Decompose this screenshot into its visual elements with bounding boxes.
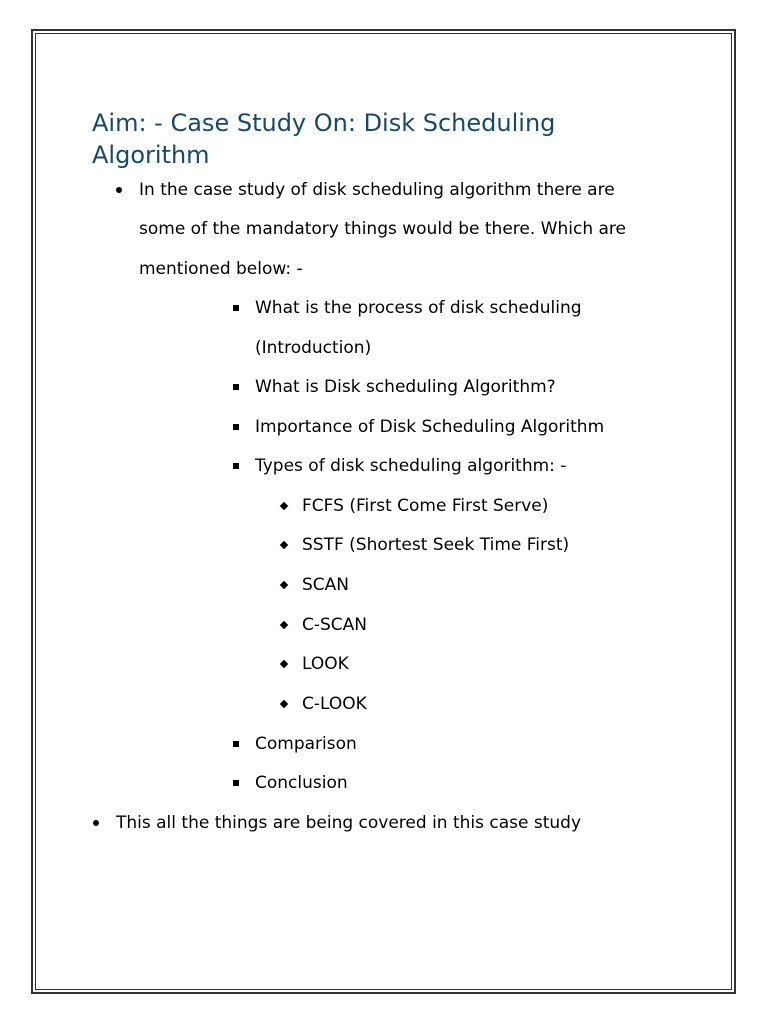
page-title: Aim: - Case Study On: Disk Scheduling Algorithm (92, 109, 556, 169)
intro-line: some of the mandatory things would be there. Which are (139, 219, 626, 239)
bullet-square-icon (233, 424, 239, 430)
algorithm-item-fcfs: FCFS (First Come First Serve) (302, 496, 549, 516)
algorithm-item-sstf: SSTF (Shortest Seek Time First) (302, 535, 570, 555)
intro-line: In the case study of disk scheduling algorithm there are (139, 180, 615, 200)
bullet-square-icon (233, 741, 239, 747)
topic-item-importance: Importance of Disk Scheduling Algorithm (255, 417, 605, 437)
bullet-dot-icon (116, 187, 122, 193)
topic-item-conclusion: Conclusion (255, 773, 348, 793)
closing-line: This all the things are being covered in this case study (116, 813, 582, 833)
algorithm-item-c-look: C-LOOK (302, 694, 367, 714)
topic-item-types: Types of disk scheduling algorithm: - (255, 456, 567, 476)
bullet-square-icon (233, 305, 239, 311)
algorithm-item-look: LOOK (302, 654, 349, 674)
algorithm-item-c-scan: C-SCAN (302, 615, 368, 635)
bullet-square-icon (233, 780, 239, 786)
bullet-square-icon (233, 463, 239, 469)
intro-line: mentioned below: - (139, 259, 303, 279)
algorithm-item-scan: SCAN (302, 575, 350, 595)
topic-item-process: What is the process of disk scheduling (255, 298, 582, 318)
bullet-dot-icon (93, 820, 99, 826)
topic-item-what-is: What is Disk scheduling Algorithm? (255, 377, 556, 397)
topic-item-comparison: Comparison (255, 734, 357, 754)
bullet-square-icon (233, 384, 239, 390)
topic-item-process-continued: (Introduction) (255, 338, 372, 358)
